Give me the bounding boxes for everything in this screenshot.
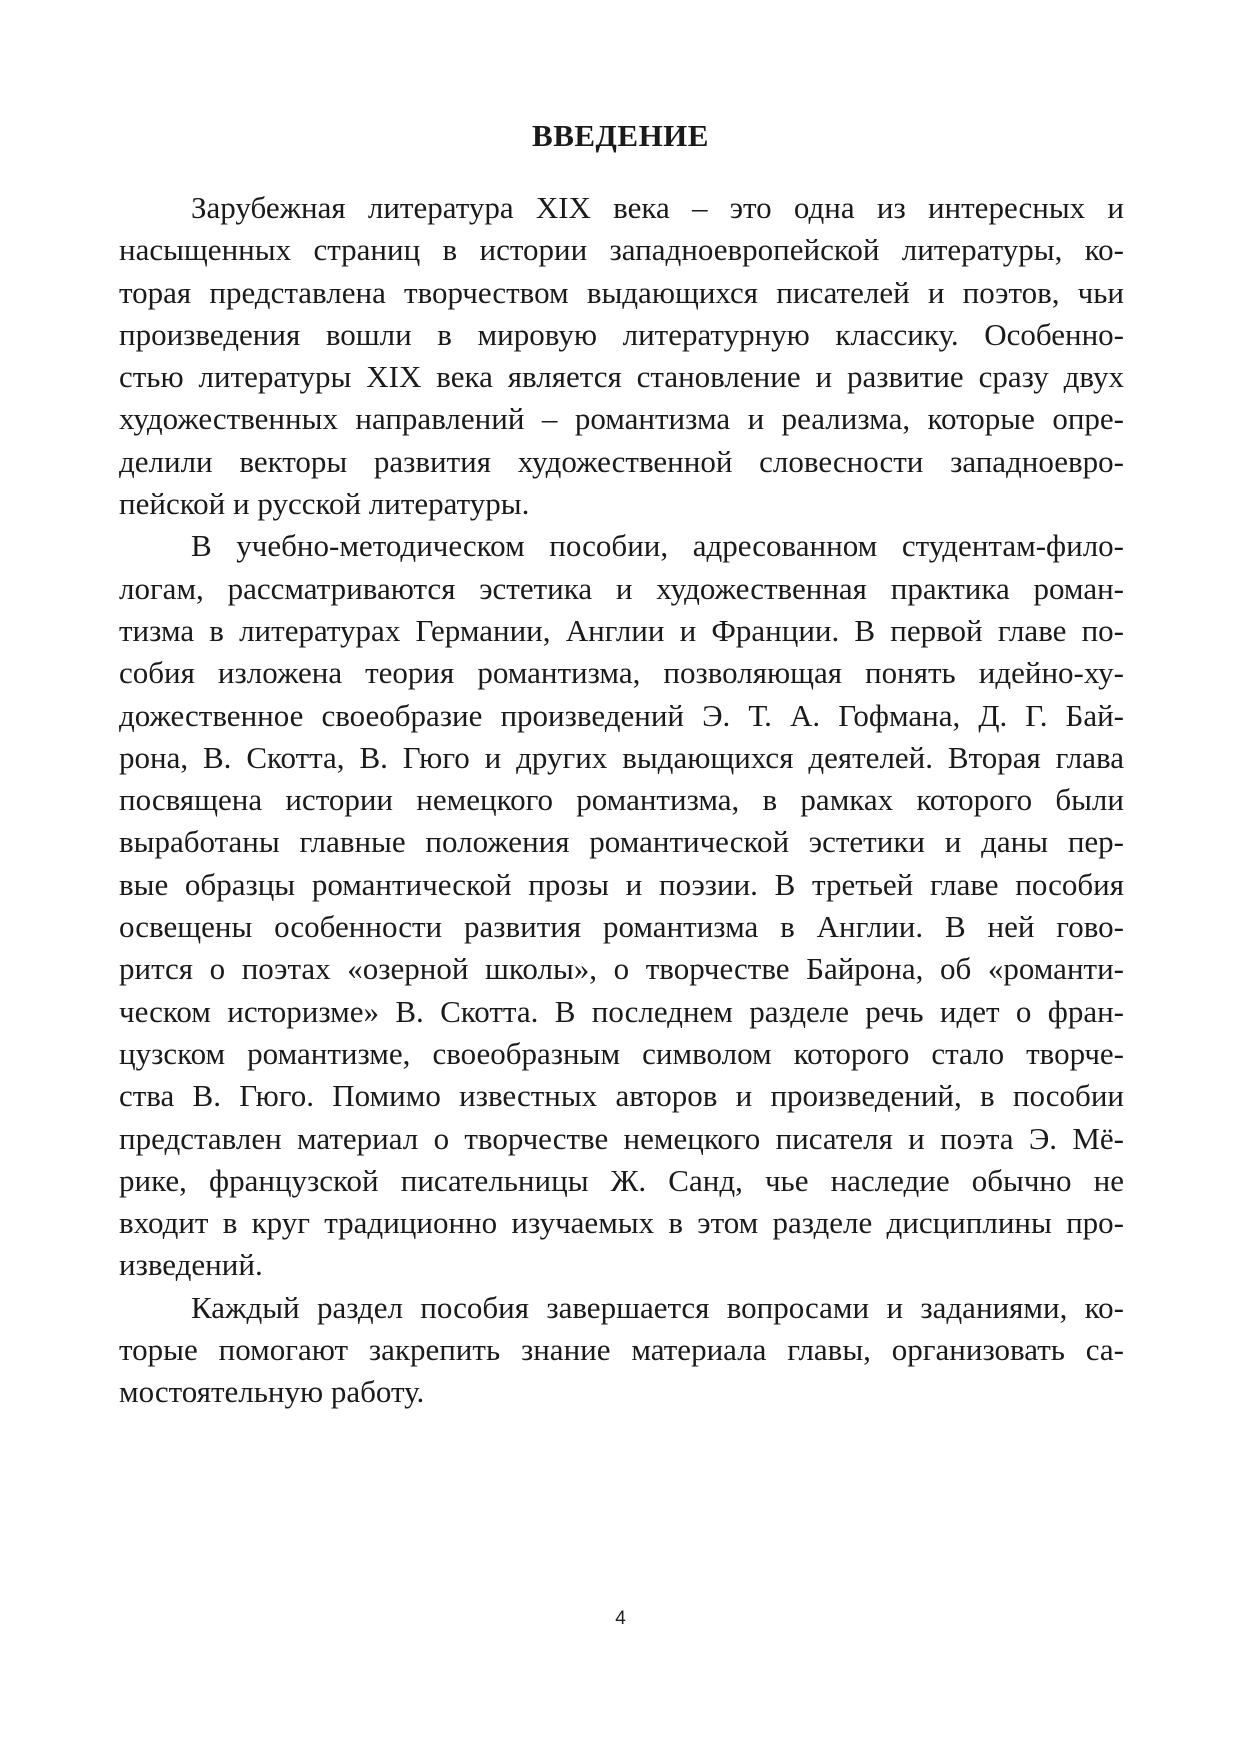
text-line: рона, В. Скотта, В. Гюго и других выдающихся деятелей. Вторая глава	[119, 739, 1124, 775]
text-line: логам, рассматриваются эстетика и художественная практика роман-	[119, 570, 1124, 606]
text-line: произведения вошли в мировую литературную классику. Особенно-	[119, 316, 1124, 352]
text-line: торые помогают закрепить знание материала главы, организовать са-	[119, 1332, 1124, 1368]
text-line: пейской и русской литературы.	[119, 486, 530, 522]
page-number: 4	[615, 1608, 626, 1629]
text-line: входит в круг традиционно изучаемых в этом разделе дисциплины про-	[119, 1205, 1124, 1241]
text-line: собия изложена теория романтизма, позволяющая понять идейно-ху-	[119, 655, 1124, 691]
text-line: цузском романтизме, своеобразным символом которого стало творче-	[119, 1035, 1124, 1071]
text-line: представлен материал о творчестве немецкого писателя и поэта Э. Мё-	[119, 1120, 1124, 1156]
text-line: освещены особенности развития романтизма в Англии. В ней гово-	[119, 909, 1124, 945]
text-line: Зарубежная литература XIX века – это одна из интересных и	[191, 190, 1124, 225]
text-line: дожественное своеобразие произведений Э. Т. А. Гофмана, Д. Г. Бай-	[119, 697, 1124, 733]
text-line: ства В. Гюго. Помимо известных авторов и произведений, в пособии	[119, 1078, 1124, 1114]
text-line: мостоятельную работу.	[119, 1374, 425, 1410]
text-line: Каждый раздел пособия завершается вопросами и заданиями, ко-	[191, 1289, 1124, 1325]
text-line: вые образцы романтической прозы и поэзии. В третьей главе пособия	[119, 866, 1124, 902]
text-line: рится о поэтах «озерной школы», о творчестве Байрона, об «романти-	[119, 951, 1124, 987]
text-line: рике, французской писательницы Ж. Санд, чье наследие обычно не	[119, 1162, 1124, 1198]
text-line: выработаны главные положения романтической эстетики и даны пер-	[119, 824, 1124, 860]
text-line: изведений.	[119, 1247, 263, 1283]
text-line: В учебно-методическом пособии, адресованном студентам-фило-	[191, 528, 1124, 564]
text-line: тизма в литературах Германии, Англии и Франции. В первой главе по-	[119, 612, 1124, 648]
text-line: художественных направлений – романтизма и реализма, которые опре-	[119, 401, 1124, 437]
text-line: торая представлена творчеством выдающихся писателей и поэтов, чьи	[119, 274, 1124, 310]
text-line: стью литературы XIX века является становление и развитие сразу двух	[119, 359, 1124, 395]
body-text	[119, 187, 1124, 1414]
section-heading: ВВЕДЕНИЕ	[532, 118, 709, 153]
text-line: насыщенных страниц в истории западноевропейской литературы, ко-	[119, 232, 1124, 268]
text-line: посвящена истории немецкого романтизма, в рамках которого были	[119, 782, 1124, 818]
text-line: ческом историзме» В. Скотта. В последнем разделе речь идет о фран-	[119, 993, 1124, 1029]
text-line: делили векторы развития художественной словесности западноевро-	[119, 443, 1124, 479]
